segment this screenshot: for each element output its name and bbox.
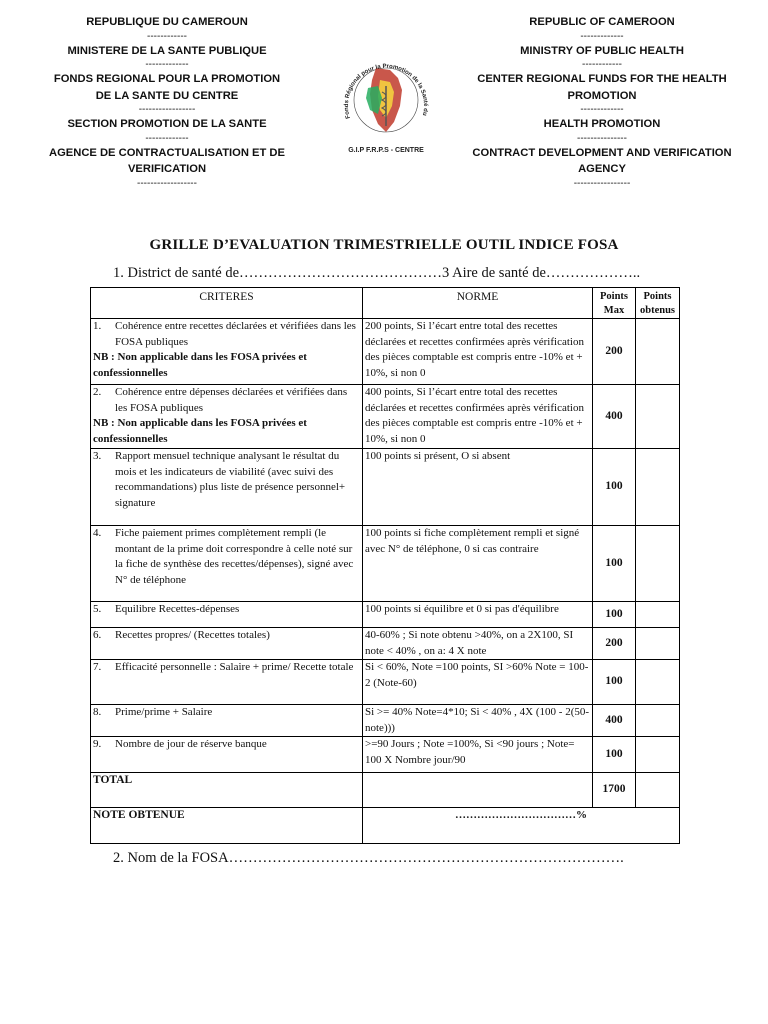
header-left (12, 14, 322, 190)
table-row (91, 660, 680, 705)
header-left-agency: AGENCE DE CONTRACTUALISATION ET DE VERIFICATION (49, 146, 285, 175)
header-right-section: HEALTH PROMOTION (543, 118, 661, 130)
total-points-obtained[interactable] (636, 773, 680, 808)
points-max-cell: 100 (593, 449, 636, 526)
total-row (91, 773, 680, 808)
header-right-fund-line1: CENTER REGIONAL FUNDS FOR THE HEALTH (477, 73, 727, 85)
table-header-row (91, 288, 680, 319)
criterion-cell (91, 705, 363, 737)
total-norm-cell (363, 773, 593, 808)
header-points-obtenus (636, 288, 680, 319)
criterion-cell (91, 319, 363, 385)
points-obtained-cell[interactable] (636, 602, 680, 628)
table-row (91, 602, 680, 628)
points-obtained-cell[interactable] (636, 526, 680, 602)
table-row (91, 319, 680, 385)
criterion-cell (91, 660, 363, 705)
criterion-text: Recettes propres/ (Recettes totales) (115, 629, 270, 641)
points-obtained-cell[interactable] (636, 319, 680, 385)
criterion-number: 7. (93, 661, 102, 673)
criterion-text: Cohérence entre recettes déclarées et vérifiées dans les FOSA publiques (115, 320, 356, 348)
note-label: NOTE OBTENUE (91, 808, 363, 844)
header-right-agency: CONTRACT DEVELOPMENT AND VERIFICATION AGENCY (472, 146, 732, 175)
total-points-max: 1700 (593, 773, 636, 808)
header-right-fund-line2: PROMOTION (567, 89, 637, 102)
table-row (91, 705, 680, 737)
separator: ------------------ (137, 177, 197, 189)
criterion-number: 9. (93, 738, 102, 750)
note-row (91, 808, 680, 844)
separator: ------------- (145, 59, 189, 70)
header-left-ministry: MINISTERE DE LA SANTE PUBLIQUE (67, 44, 267, 57)
header-left-fund-line2: DE LA SANTE DU CENTRE (95, 89, 239, 102)
points-max-cell: 100 (593, 737, 636, 773)
table-row (91, 737, 680, 773)
criterion-note: NB : Non applicable dans les FOSA privées et confessionnelles (93, 351, 307, 379)
criterion-number: 3. (93, 450, 102, 462)
criterion-text: Equilibre Recettes-dépenses (115, 603, 240, 615)
points-max-cell: 400 (593, 385, 636, 449)
criterion-cell (91, 385, 363, 449)
table-row (91, 628, 680, 660)
separator: ----------------- (573, 177, 631, 189)
criterion-text: Prime/prime + Salaire (115, 706, 213, 718)
header-points-obtenus-line2: obtenus (639, 305, 675, 316)
total-label: TOTAL (91, 773, 363, 808)
table-row (91, 526, 680, 602)
norm-cell: Si >= 40% Note=4*10; Si < 40% , 4X (100 - 2(50- note))) (363, 705, 593, 737)
header-right (448, 14, 756, 190)
fosa-name-line: 2. Nom de la FOSA………………………………………………………………………. (113, 850, 624, 866)
frps-logo (330, 40, 442, 160)
norm-cell: Si < 60%, Note =100 points, SI >60% Note = 100-2 (Note-60) (363, 660, 593, 705)
criterion-cell (91, 449, 363, 526)
header-points-max-line1: Points (599, 291, 628, 302)
criterion-note: NB : Non applicable dans les FOSA privées et confessionnelles (93, 417, 307, 445)
criterion-text: Efficacité personnelle : Salaire + prime/ Recette totale (115, 661, 354, 673)
criterion-number: 8. (93, 706, 102, 718)
points-max-cell: 100 (593, 526, 636, 602)
criterion-number: 6. (93, 629, 102, 641)
logo-ring-text: Fonds Régional pour la Promotion de la Santé du (343, 63, 429, 120)
header-left-country: REPUBLIQUE DU CAMEROUN (86, 16, 248, 28)
table-row (91, 449, 680, 526)
header-right-ministry: MINISTRY OF PUBLIC HEALTH (520, 44, 684, 57)
points-obtained-cell[interactable] (636, 628, 680, 660)
separator: ------------- (580, 30, 624, 42)
header-right-country: REPUBLIC OF CAMEROON (529, 16, 675, 28)
points-obtained-cell[interactable] (636, 737, 680, 773)
criterion-cell (91, 737, 363, 773)
norm-cell: 400 points, Si l’écart entre total des recettes déclarées et recettes confirmées après vérification des pièces comptable est compris entre -10% et + 10%, si non 0 (363, 385, 593, 449)
header-criteres: CRITERES (91, 288, 363, 319)
criterion-text: Fiche paiement primes complètement rempli (le montant de la prime doit correspondre à celle noté sur la fiche de synthèse des recettes/dépenses), signé avec N° de téléphone (115, 527, 354, 586)
norm-cell: 200 points, Si l’écart entre total des recettes déclarées et recettes confirmées après vérification des pièces comptable est compris entre -10% et + 10%, si non 0 (363, 319, 593, 385)
table-row (91, 385, 680, 449)
points-max-cell: 200 (593, 319, 636, 385)
criterion-text: Nombre de jour de réserve banque (115, 738, 267, 750)
norm-cell: 100 points si présent, O si absent (363, 449, 593, 526)
criterion-text: Rapport mensuel technique analysant le résultat du mois et les indicateurs de viabilité (avec suivi des recommandations) plus liste de présence personnel+ signature (115, 450, 346, 509)
note-value[interactable]: ……………………………% (363, 808, 680, 844)
header-points-obtenus-line1: Points (643, 291, 672, 302)
criterion-cell (91, 602, 363, 628)
criterion-number: 1. (93, 320, 102, 332)
evaluation-grid (90, 287, 680, 844)
criterion-number: 2. (93, 386, 102, 398)
criterion-number: 4. (93, 527, 102, 539)
header-norme: NORME (363, 288, 593, 319)
separator: ------------- (580, 104, 624, 115)
criterion-cell (91, 628, 363, 660)
norm-cell: 100 points si équilibre et 0 si pas d'équilibre (363, 602, 593, 628)
separator: ------------ (582, 59, 622, 70)
header-left-fund-line1: FONDS REGIONAL POUR LA PROMOTION (53, 73, 281, 85)
points-obtained-cell[interactable] (636, 660, 680, 705)
criterion-number: 5. (93, 603, 102, 615)
points-obtained-cell[interactable] (636, 385, 680, 449)
criterion-text: Cohérence entre dépenses déclarées et vérifiées dans les FOSA publiques (115, 386, 348, 414)
points-max-cell: 100 (593, 602, 636, 628)
header-left-section: SECTION PROMOTION DE LA SANTE (67, 118, 267, 130)
separator: --------------- (577, 132, 627, 144)
document-title: GRILLE D’EVALUATION TRIMESTRIELLE OUTIL INDICE FOSA (149, 237, 619, 253)
norm-cell: 40-60% ; Si note obtenu >40%, on a 2X100, SI note < 40% , on a: 4 X note (363, 628, 593, 660)
logo-bottom-text: G.I.P F.R.P.S - CENTRE (348, 147, 424, 154)
district-line: 1. District de santé de……………………………………3 Aire de santé de……………….. (113, 265, 641, 281)
frps-logo-emblem (330, 40, 442, 160)
points-obtained-cell[interactable] (636, 449, 680, 526)
points-max-cell: 400 (593, 705, 636, 737)
separator: ------------ (147, 30, 187, 42)
points-obtained-cell[interactable] (636, 705, 680, 737)
points-max-cell: 200 (593, 628, 636, 660)
norm-cell: 100 points si fiche complètement rempli et signé avec N° de téléphone, 0 si cas contraire (363, 526, 593, 602)
norm-cell: >=90 Jours ; Note =100%, Si <90 jours ; Note= 100 X Nombre jour/90 (363, 737, 593, 773)
separator: ------------- (145, 132, 189, 144)
header-points-max (593, 288, 636, 319)
criterion-cell (91, 526, 363, 602)
separator: ----------------- (138, 104, 196, 115)
header-points-max-line2: Max (603, 305, 625, 316)
points-max-cell: 100 (593, 660, 636, 705)
